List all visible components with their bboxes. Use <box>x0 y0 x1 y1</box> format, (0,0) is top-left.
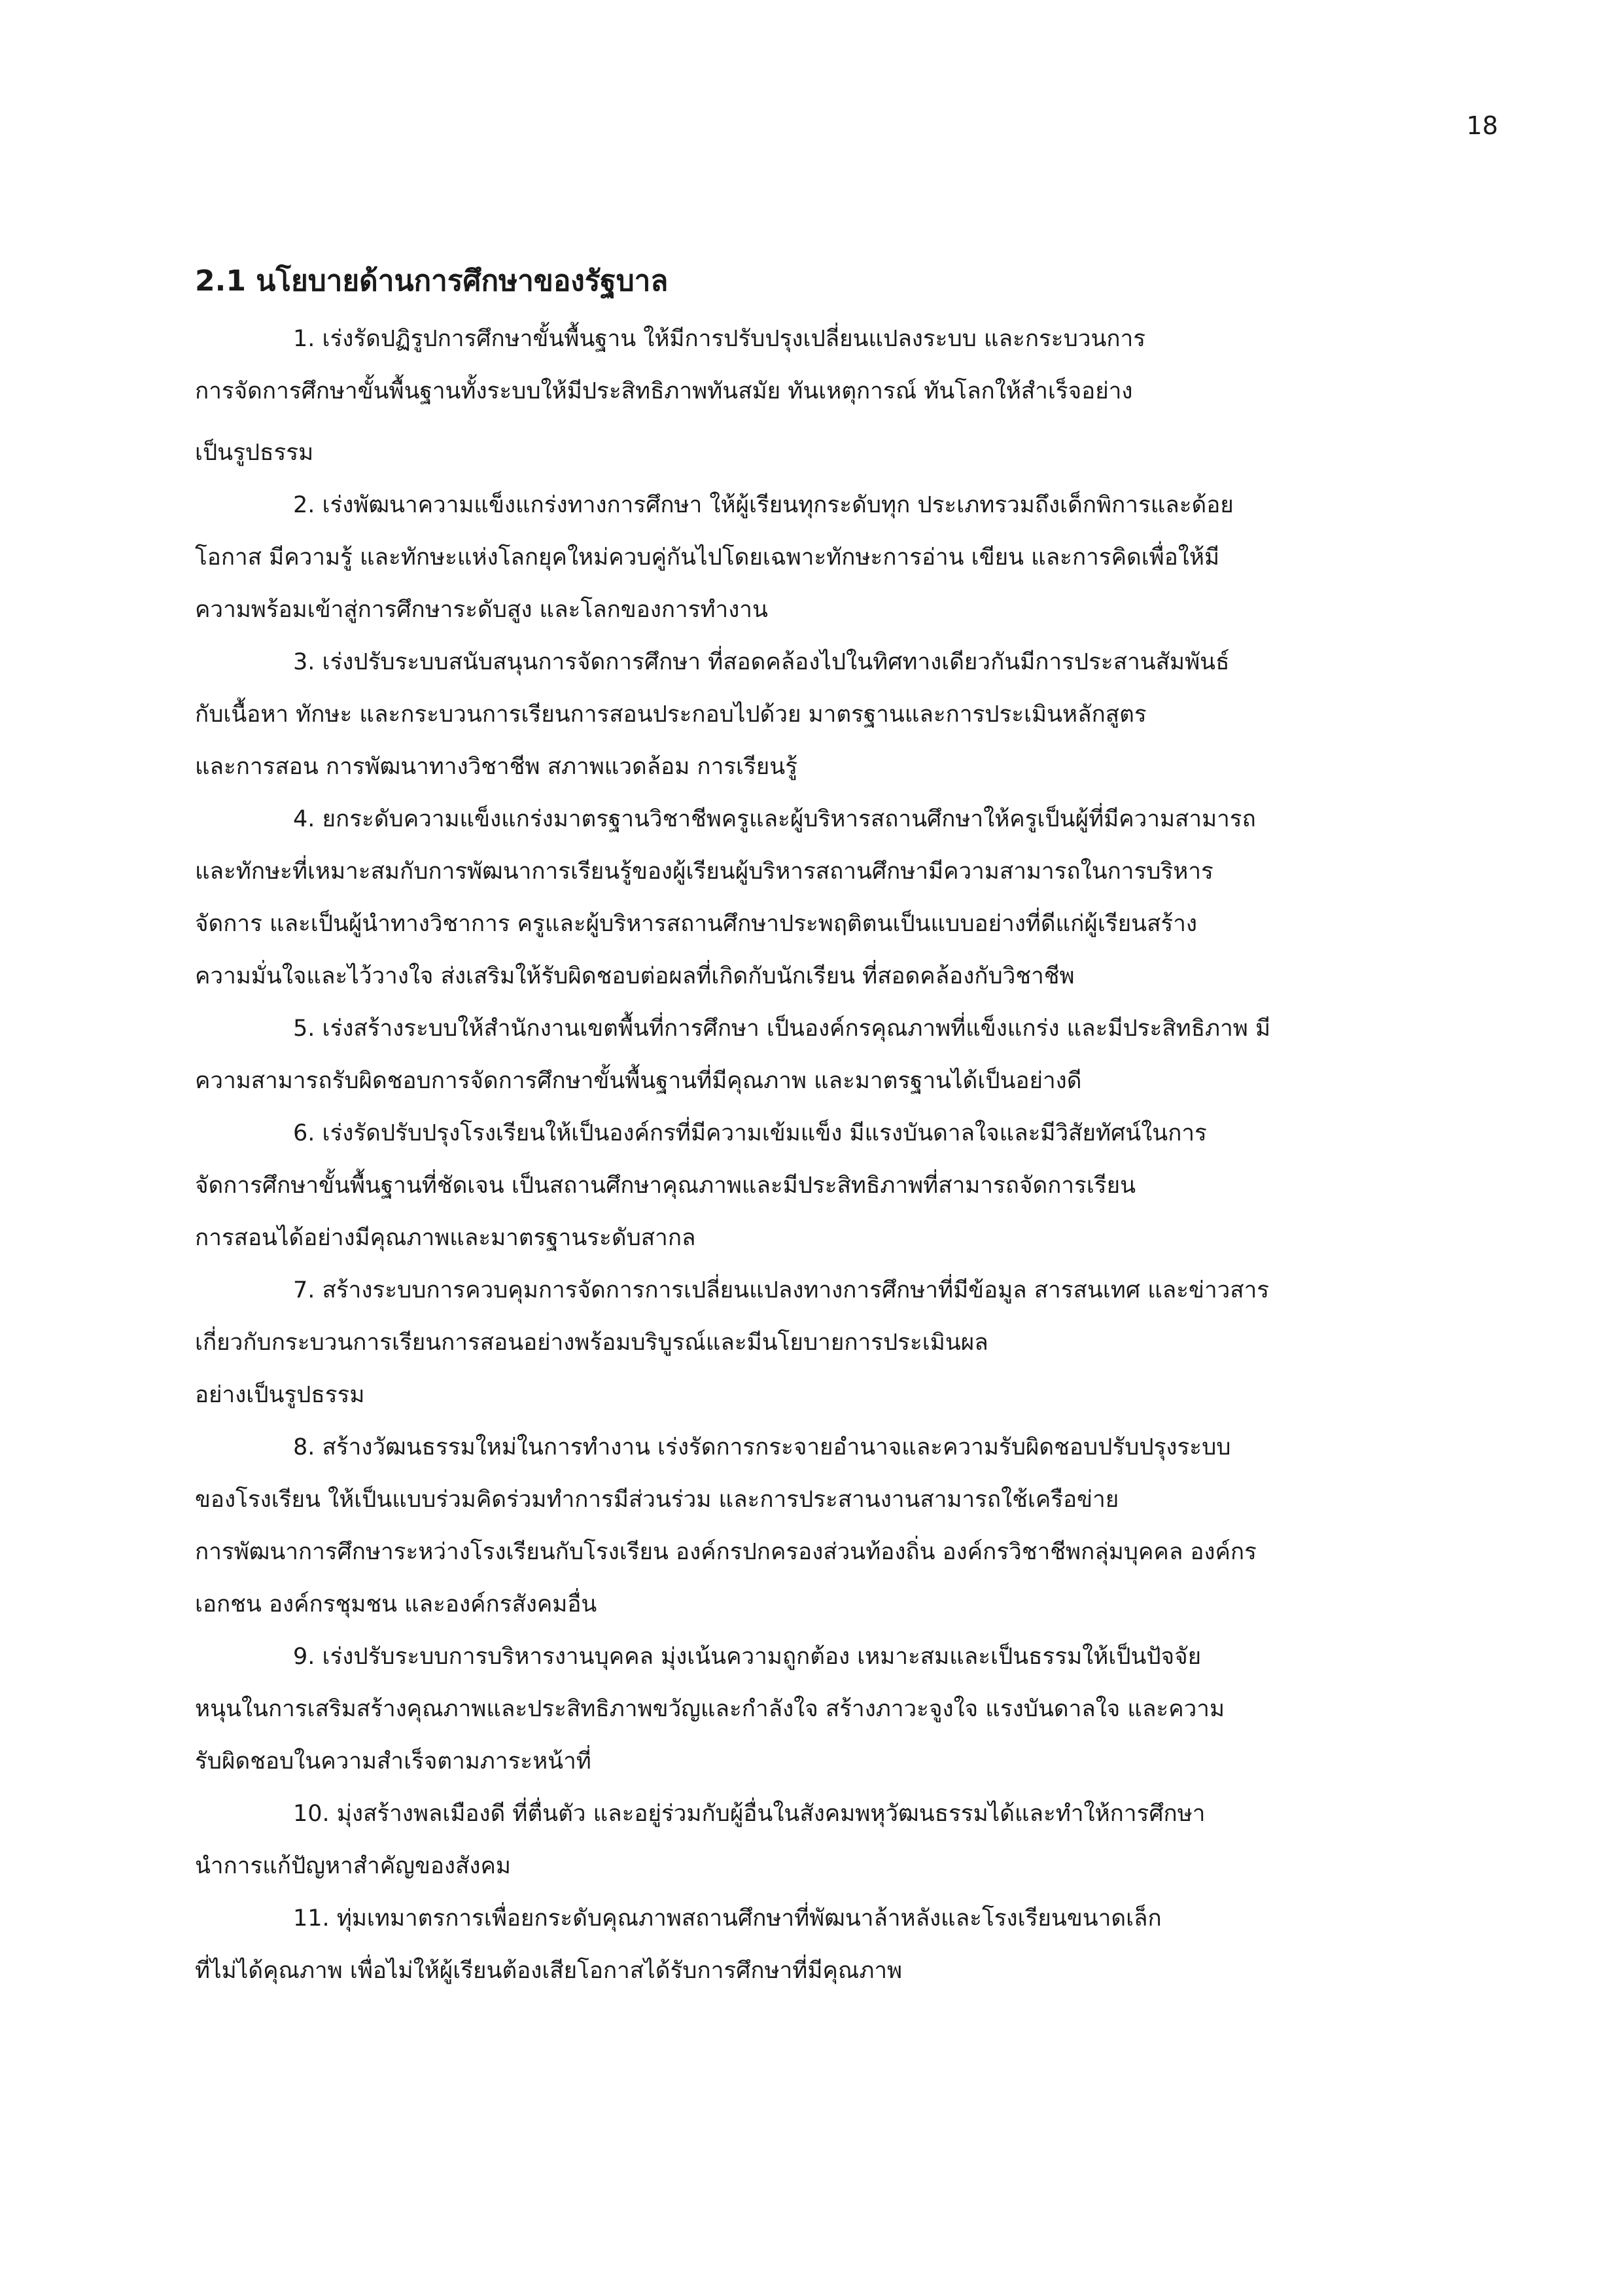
policy-line: 11. ทุ่มเทมาตรการเพื่อยกระดับคุณภาพสถานศึกษาที่พัฒนาล้าหลังและโรงเรียนขนาดเล็ก <box>293 1905 1162 1932</box>
policy-item-7 <box>195 1264 1437 1421</box>
policy-line: ความพร้อมเข้าสู่การศึกษาระดับสูง และโลกของการทำงาน <box>195 597 768 623</box>
section-heading: 2.1 นโยบายด้านการศึกษาของรัฐบาล <box>195 264 669 298</box>
policy-line: และการสอน การพัฒนาทางวิชาชีพ สภาพแวดล้อม การเรียนรู้ <box>195 754 798 780</box>
policy-line: 6. เร่งรัดปรับปรุงโรงเรียนให้เป็นองค์กรที่มีความเข้มแข็ง มีแรงบันดาลใจและมีวิสัยทัศน์ในการ <box>293 1120 1207 1146</box>
policy-line: การจัดการศึกษาขั้นพื้นฐานทั้งระบบให้มีประสิทธิภาพทันสมัย ทันเหตุการณ์ ทันโลกให้สำเร็จอย่าง <box>195 378 1133 404</box>
policy-line: 8. สร้างวัฒนธรรมใหม่ในการทำงาน เร่งรัดการกระจายอำนาจและความรับผิดชอบปรับปรุงระบบ <box>293 1434 1231 1460</box>
policy-line: 5. เร่งสร้างระบบให้สำนักงานเขตพื้นที่การศึกษา เป็นองค์กรคุณภาพที่แข็งแกร่ง และมีประสิทธิภาพ มี <box>293 1016 1271 1042</box>
policy-line: ความสามารถรับผิดชอบการจัดการศึกษาขั้นพื้นฐานที่มีคุณภาพ และมาตรฐานได้เป็นอย่างดี <box>195 1068 1082 1094</box>
policy-line: เกี่ยวกับกระบวนการเรียนการสอนอย่างพร้อมบริบูรณ์และมีนโยบายการประเมินผล <box>195 1330 988 1356</box>
policy-line: กับเนื้อหา ทักษะ และกระบวนการเรียนการสอนประกอบไปด้วย มาตรฐานและการประเมินหลักสูตร <box>195 701 1147 728</box>
policy-line: นำการแก้ปัญหาสำคัญของสังคม <box>195 1853 511 1879</box>
policy-item-5 <box>195 1002 1437 1107</box>
policy-item-2 <box>195 479 1437 636</box>
policy-line: 7. สร้างระบบการควบคุมการจัดการการเปลี่ยนแปลงทางการศึกษาที่มีข้อมูล สารสนเทศ และข่าวสาร <box>293 1277 1270 1303</box>
policy-line: โอกาส มีความรู้ และทักษะแห่งโลกยุคใหม่ควบคู่กันไปโดยเฉพาะทักษะการอ่าน เขียน และการคิดเพื่อให้มี <box>195 544 1220 571</box>
policy-list <box>195 313 1437 1997</box>
policy-item-4 <box>195 793 1437 1002</box>
policy-line: จัดการศึกษาขั้นพื้นฐานที่ชัดเจน เป็นสถานศึกษาคุณภาพและมีประสิทธิภาพที่สามารถจัดการเรียน <box>195 1173 1136 1199</box>
policy-line: จัดการ และเป็นผู้นำทางวิชาการ ครูและผู้บริหารสถานศึกษาประพฤติตนเป็นแบบอย่างที่ดีแก่ผู้เรียนสร้าง <box>195 911 1197 937</box>
policy-line: เอกชน องค์กรชุมชน และองค์กรสังคมอื่น <box>195 1591 597 1617</box>
policy-line: 10. มุ่งสร้างพลเมืองดี ที่ตื่นตัว และอยู่ร่วมกับผู้อื่นในสังคมพหุวัฒนธรรมได้และทำให้การศึกษา <box>293 1801 1206 1827</box>
policy-item-10 <box>195 1788 1437 1892</box>
page-number: 18 <box>1466 111 1498 140</box>
policy-item-8 <box>195 1421 1437 1631</box>
policy-line: หนุนในการเสริมสร้างคุณภาพและประสิทธิภาพขวัญและกำลังใจ สร้างภาวะจูงใจ แรงบันดาลใจ และความ <box>195 1696 1225 1722</box>
policy-item-1 <box>195 313 1437 479</box>
policy-line: และทักษะที่เหมาะสมกับการพัฒนาการเรียนรู้ของผู้เรียนผู้บริหารสถานศึกษามีความสามารถในการบริหาร <box>195 858 1213 885</box>
policy-item-6 <box>195 1107 1437 1264</box>
policy-item-3 <box>195 636 1437 793</box>
policy-line: 2. เร่งพัฒนาความแข็งแกร่งทางการศึกษา ให้ผู้เรียนทุกระดับทุก ประเภทรวมถึงเด็กพิการและด้อย <box>293 492 1234 518</box>
policy-line: อย่างเป็นรูปธรรม <box>195 1382 365 1408</box>
policy-line: ที่ไม่ได้คุณภาพ เพื่อไม่ให้ผู้เรียนต้องเสียโอกาสได้รับการศึกษาที่มีคุณภาพ <box>195 1958 903 1984</box>
policy-line: 4. ยกระดับความแข็งแกร่งมาตรฐานวิชาชีพครูและผู้บริหารสถานศึกษาให้ครูเป็นผู้ที่มีความสามารถ <box>293 806 1256 832</box>
policy-line: 3. เร่งปรับระบบสนับสนุนการจัดการศึกษา ที่สอดคล้องไปในทิศทางเดียวกันมีการประสานสัมพันธ์ <box>293 649 1230 675</box>
policy-item-9 <box>195 1631 1437 1788</box>
policy-line: รับผิดชอบในความสำเร็จตามภาระหน้าที่ <box>195 1748 591 1775</box>
policy-line: เป็นรูปธรรม <box>195 440 314 466</box>
policy-line: 9. เร่งปรับระบบการบริหารงานบุคคล มุ่งเน้นความถูกต้อง เหมาะสมและเป็นธรรมให้เป็นปัจจัย <box>293 1644 1202 1670</box>
document-body <box>195 260 1437 1997</box>
policy-line: 1. เร่งรัดปฏิรูปการศึกษาขั้นพื้นฐาน ให้มีการปรับปรุงเปลี่ยนแปลงระบบ และกระบวนการ <box>293 326 1146 352</box>
policy-line: การพัฒนาการศึกษาระหว่างโรงเรียนกับโรงเรียน องค์กรปกครองส่วนท้องถิ่น องค์กรวิชาชีพกลุ่มบุคคล องค์กร <box>195 1539 1257 1565</box>
policy-item-11 <box>195 1892 1437 1997</box>
policy-line: การสอนได้อย่างมีคุณภาพและมาตรฐานระดับสากล <box>195 1225 696 1251</box>
policy-line: ของโรงเรียน ให้เป็นแบบร่วมคิดร่วมทำการมีส่วนร่วม และการประสานงานสามารถใช้เครือข่าย <box>195 1487 1119 1513</box>
policy-line: ความมั่นใจและไว้วางใจ ส่งเสริมให้รับผิดชอบต่อผลที่เกิดกับนักเรียน ที่สอดคล้องกับวิชาชีพ <box>195 963 1075 989</box>
